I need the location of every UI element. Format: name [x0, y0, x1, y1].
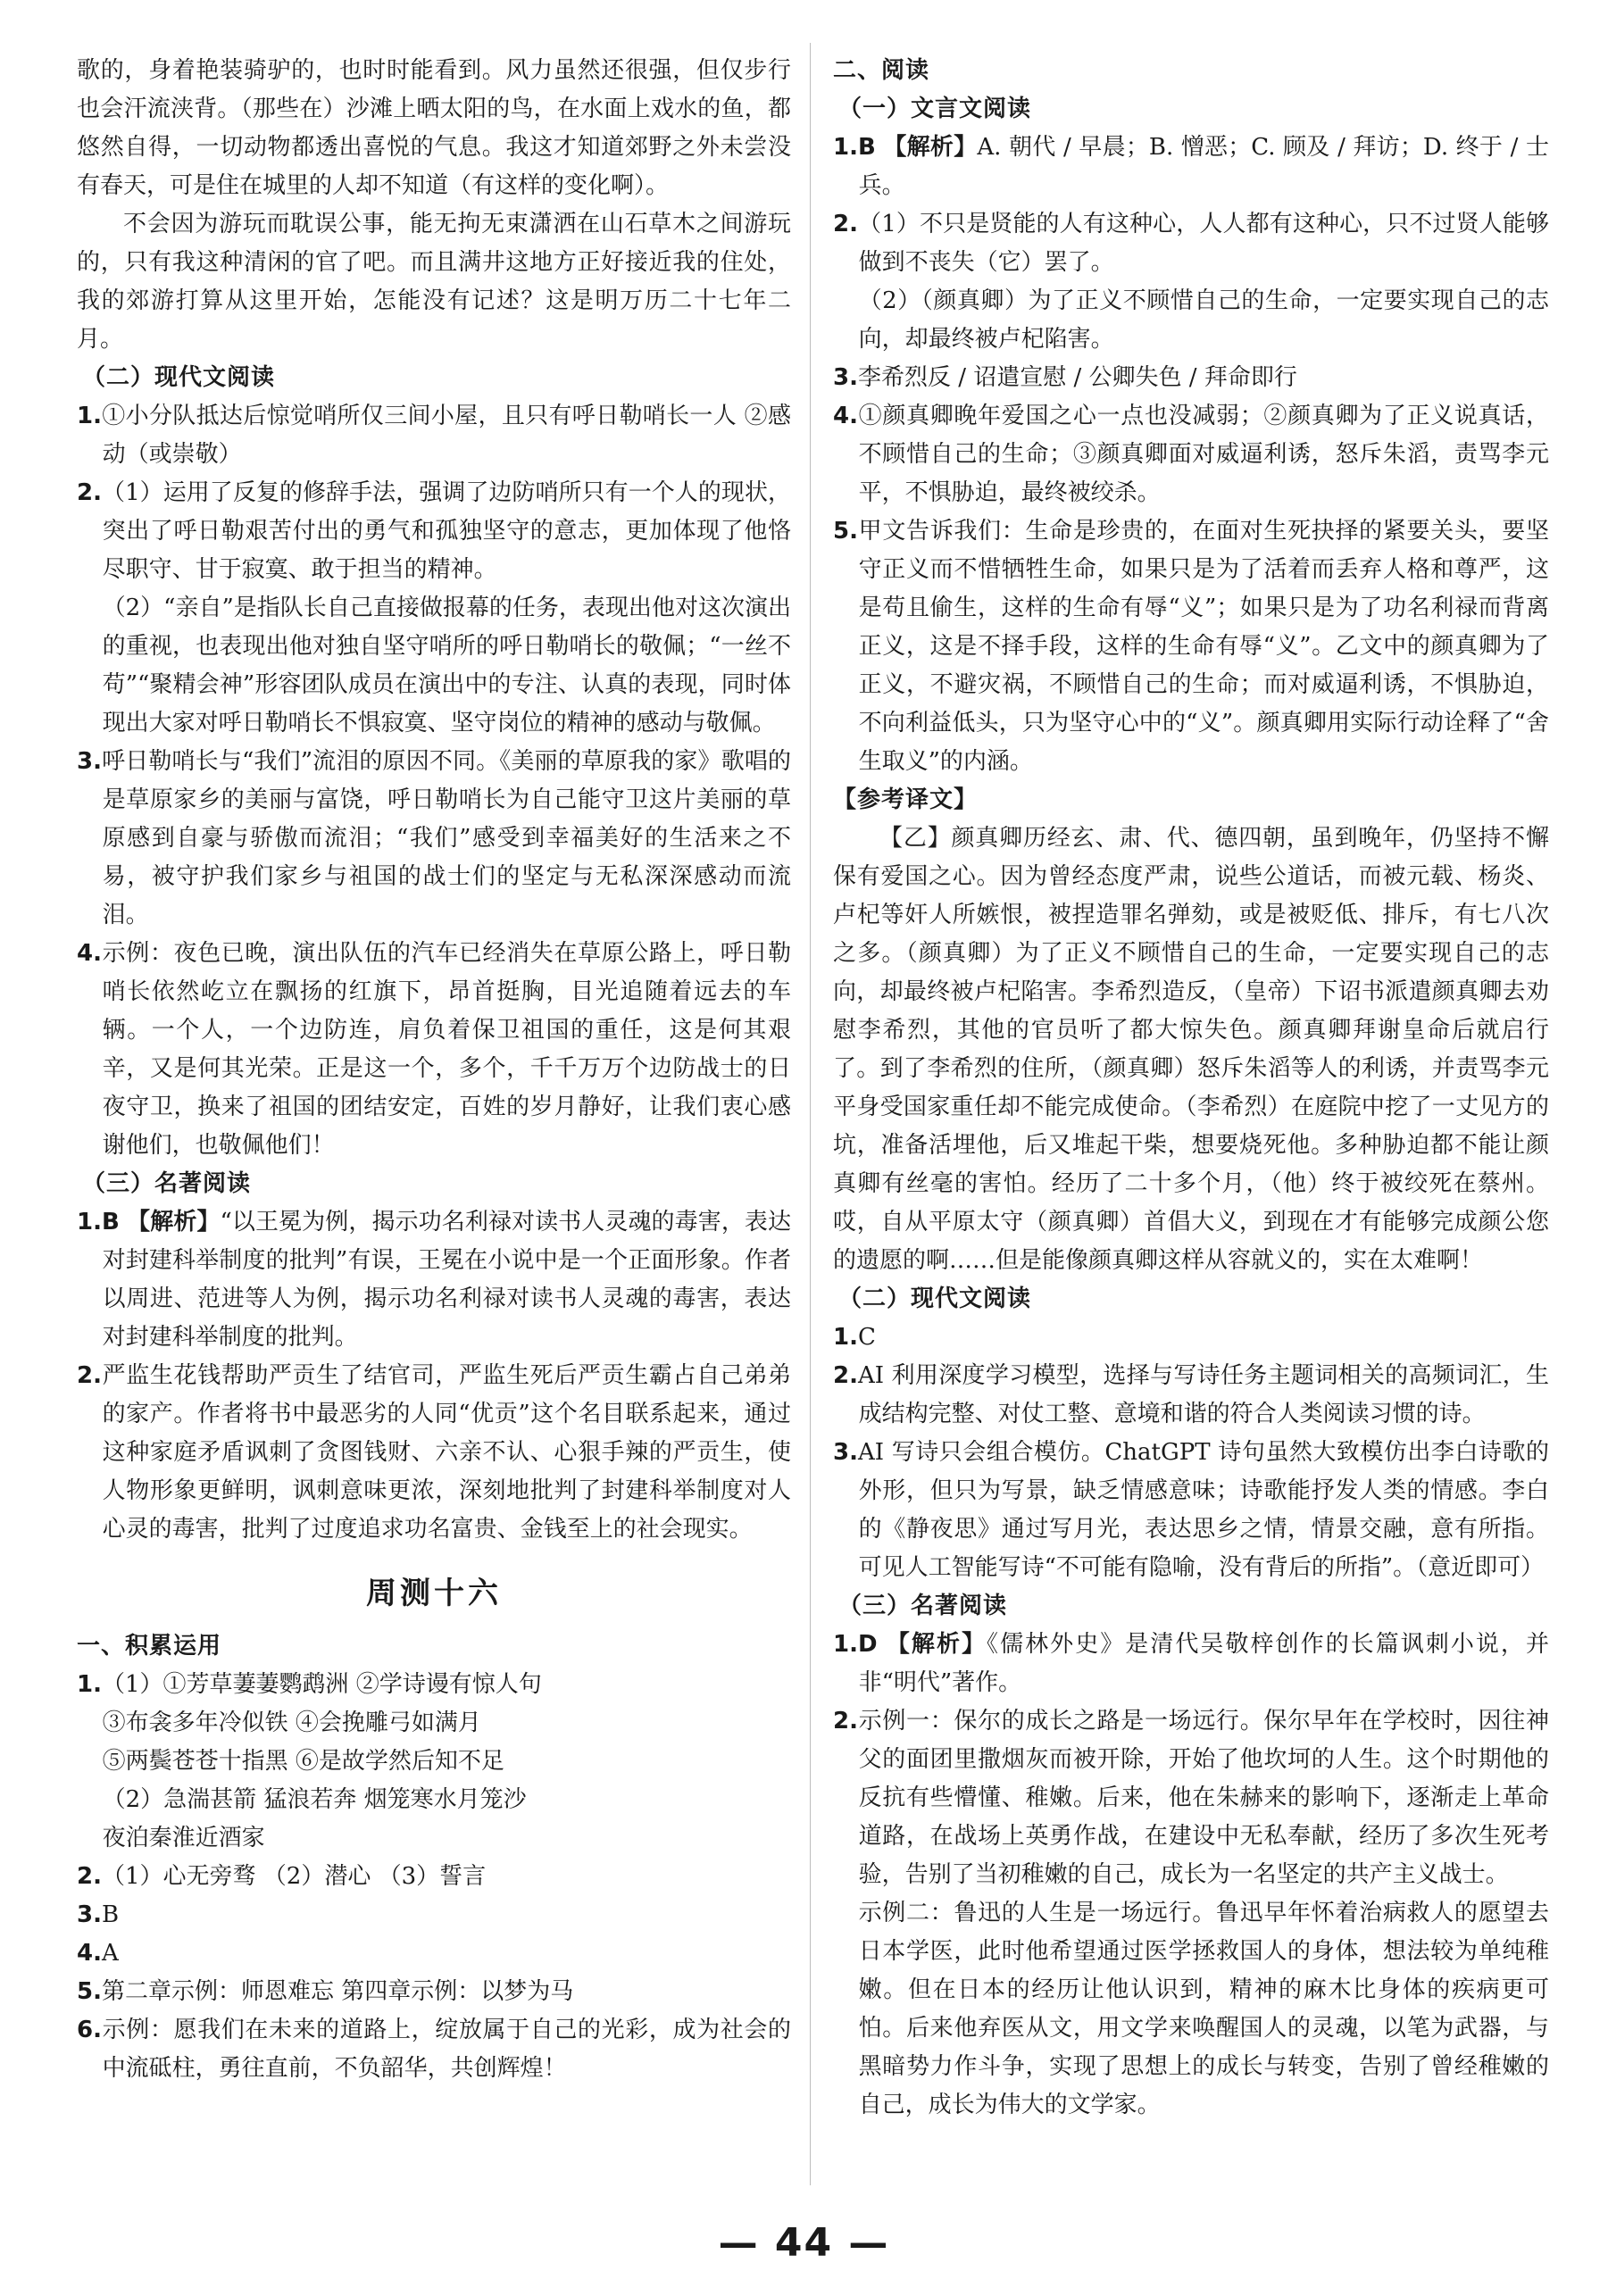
answer-text: 严监生花钱帮助严贡生了结官司，严监生死后严贡生霸占自己弟弟的家产。作者将书中最恶劣的人同“优贡”这个名目联系起来，通过这种家庭矛盾讽刺了贪图钱财、六亲不认、心狠手辣的严贡生，使人物形象更鲜明，讽刺意味更浓，深刻地批判了封建科举制度对人心灵的毒害，批判了过度追求功名富贵、金钱至上的社会现实。 [101, 1362, 791, 1543]
answer-item [833, 359, 1549, 397]
translation-continued: 歌的，身着艳装骑驴的，也时时能看到。风力虽然还很强，但仅步行也会汗流浃背。（那些在）沙滩上晒太阳的鸟，在水面上戏水的鱼，都悠然自得，一切动物都透出喜悦的气息。我这才知道郊野之外未尝没有春天，可是住在城里的人却不知道（有这样的变化啊）。 [77, 57, 791, 199]
answer-item [833, 1626, 1549, 1702]
analysis-tag: 【解析】 [127, 1209, 221, 1235]
answer-line: A [101, 1940, 119, 1967]
item-number: 5. [833, 518, 858, 545]
answer-line: 示例：愿我们在未来的道路上，绽放属于自己的光彩，成为社会的中流砥柱，勇往直前，不负韶华，共创辉煌！ [101, 2017, 791, 2082]
item-number: 4. [833, 403, 858, 429]
answer-item [833, 1434, 1549, 1587]
answer-text: A. 朝代 / 早晨；B. 憎恶；C. 顾及 / 拜访；D. 终于 / 士兵。 [858, 134, 1549, 199]
item-number: 3. [833, 1439, 858, 1466]
item-number: 2. [833, 1362, 858, 1389]
answer-line: （2）急湍甚箭 猛浪若奔 烟笼寒水月笼沙 [102, 1786, 527, 1813]
analysis-tag: 【解析】 [886, 1631, 987, 1658]
answer-text: （1）不只是贤能的人有这种心，人人都有这种心，只不过贤人能够做到不丧失（它）罢了。 [857, 211, 1549, 276]
answer-text: （1）运用了反复的修辞手法，强调了边防哨所只有一个人的现状，突出了呼日勒艰苦付出的勇气和孤独坚守的意志，更加体现了他恪尽职守、甘于寂寞、敢于担当的精神。 [101, 479, 791, 583]
reference-translation-heading: 【参考译文】 [833, 786, 979, 813]
section-modern-reading: （二）现代文阅读 [838, 1285, 1032, 1312]
item-number: 1. [77, 1671, 102, 1698]
translation-paragraph: 不会因为游玩而耽误公事，能无拘无束潇洒在山石草木之间游玩的，只有我这种清闲的官了吧。而且满井这地方正好接近我的住处，我的郊游打算从这里开始，怎能没有记述？这是明万历二十七年二月。 [77, 211, 791, 353]
section-classic-reading: （三）名著阅读 [82, 1170, 252, 1197]
answer-text: “以王冕为例，揭示功名利禄对读书人灵魂的毒害，表达对封建科举制度的批判”有误，王冕在小说中是一个正面形象。作者以周进、范进等人为例，揭示功名利禄对读书人灵魂的毒害，表达对封建科举制度的批判。 [102, 1209, 791, 1351]
item-number: 2. [77, 479, 102, 506]
section-modern-reading: （二）现代文阅读 [82, 364, 276, 391]
answer-item [833, 1319, 1549, 1357]
answer-item [833, 205, 1549, 282]
analysis-tag: 【解析】 [883, 134, 978, 161]
answer-item [833, 129, 1549, 205]
answer-line: 夜泊秦淮近酒家 [102, 1825, 265, 1851]
answer-line: ⑤两鬓苍苍十指黑 ⑥是故学然后知不足 [102, 1748, 504, 1775]
section-accumulation: 一、积累运用 [77, 1633, 222, 1660]
answer-line: ③布衾多年冷似铁 ④会挽雕弓如满月 [102, 1710, 481, 1736]
answer-item [77, 474, 791, 589]
answer-item [77, 1858, 791, 1896]
item-number: 3. [833, 364, 858, 391]
answer-item [833, 1357, 1549, 1434]
answer-choice: D [857, 1631, 878, 1658]
answer-item [77, 1973, 791, 2011]
answer-choice: B [857, 134, 876, 161]
answer-text: （2）“亲自”是指队长自己直接做报幕的任务，表现出他对这次演出的重视，也表现出他对独自坚守哨所的呼日勒哨长的敬佩；“一丝不苟”“聚精会神”形容团队成员在演出中的专注、认真的表现，同时体现出大家对呼日勒哨长不惧寂寞、坚守岗位的精神的感动与敬佩。 [102, 595, 791, 736]
answer-item [833, 1702, 1549, 1894]
item-number: 5. [77, 1978, 102, 2005]
item-number: 1. [833, 1324, 858, 1351]
item-number: 6. [77, 2017, 102, 2043]
answer-item [77, 1896, 791, 1934]
item-number: 3. [77, 748, 102, 775]
answer-item [833, 512, 1549, 781]
answer-line: B [101, 1901, 120, 1928]
answer-item [77, 2011, 791, 2088]
answer-text: 《儒林外史》是清代吴敬梓创作的长篇讽刺小说，并非“明代”著作。 [858, 1631, 1549, 1696]
answer-text: C [857, 1324, 876, 1351]
item-number: 2. [833, 211, 858, 237]
answer-item [833, 1894, 1549, 2125]
item-number: 2. [833, 1708, 858, 1734]
answer-item [77, 1357, 791, 1549]
answer-item [77, 1934, 791, 1973]
answer-text: AI 写诗只会组合模仿。ChatGPT 诗句虽然大致模仿出李白诗歌的外形，但只为写景，缺乏情感意味；诗歌能抒发人类的情感。李白的《静夜思》通过写月光，表达思乡之情，情景交融，意有所指。可见人工智能写诗“不可能有隐喻，没有背后的所指”。（意近即可） [857, 1439, 1549, 1581]
week-test-title: 周测十六 [366, 1576, 502, 1611]
answer-item [77, 589, 791, 743]
answer-item [77, 1666, 791, 1704]
section-classical-chinese: （一）文言文阅读 [838, 96, 1032, 122]
answer-text: AI 利用深度学习模型，选择与写诗任务主题词相关的高频词汇，生成结构完整、对仗工整、意境和谐的符合人类阅读习惯的诗。 [857, 1362, 1549, 1427]
answer-text: ①小分队抵达后惊觉哨所仅三间小屋，且只有呼日勒哨长一人 ②感动（或崇敬） [101, 403, 791, 468]
answer-text: 示例：夜色已晚，演出队伍的汽车已经消失在草原公路上，呼日勒哨长依然屹立在飘扬的红旗下，昂首挺胸，目光追随着远去的车辆。一个人，一个边防连，肩负着保卫祖国的重任，这是何其艰辛，又是何其光荣。正是这一个，多个，千千万万个边防战士的日夜守卫，换来了祖国的团结安定，百姓的岁月静好，让我们衷心感谢他们，也敬佩他们！ [101, 940, 791, 1159]
answer-item [833, 397, 1549, 512]
answer-text: ①颜真卿晚年爱国之心一点也没减弱；②颜真卿为了正义说真话，不顾惜自己的生命；③颜真卿面对威逼利诱，怒斥朱滔，责骂李元平，不惧胁迫，最终被绞杀。 [857, 403, 1549, 506]
reference-translation: 【乙】颜真卿历经玄、肃、代、德四朝，虽到晚年，仍坚持不懈保有爱国之心。因为曾经态度严肃，说些公道话，而被元载、杨炎、卢杞等奸人所嫉恨，被捏造罪名弹劾，或是被贬低、排斥，有七八次之多。（颜真卿）为了正义不顾惜自己的生命，一定要实现自己的志向，却最终被卢杞陷害。李希烈造反，（皇帝）下诏书派遣颜真卿去劝慰李希烈，其他的官员听了都大惊失色。颜真卿拜谢皇命后就启行了。到了李希烈的住所，（颜真卿）怒斥朱滔等人的利诱，并责骂李元平身受国家重任却不能完成使命。（李希烈）在庭院中挖了一丈见方的坑，准备活埋他，后又堆起干柴，想要烧死他。多种胁迫都不能让颜真卿有丝毫的害怕。经历了二十多个月，（他）终于被绞死在蔡州。哎，自从平原太守（颜真卿）首倡大义，到现在才有能够完成颜公您的遗愿的啊……但是能像颜真卿这样从容就义的，实在太难啊！ [833, 825, 1549, 1274]
answer-line: （1）心无旁骛 （2）潜心 （3）誓言 [101, 1863, 487, 1890]
item-number: 3. [77, 1901, 102, 1928]
right-column [833, 52, 1549, 2125]
answer-text: 李希烈反 / 诏遣宣慰 / 公卿失色 / 拜命即行 [857, 364, 1297, 391]
item-number: 2. [77, 1863, 102, 1890]
answer-item [77, 935, 791, 1165]
answer-text: （2）（颜真卿）为了正义不顾惜自己的生命，一定要实现自己的志向，却最终被卢杞陷害。 [858, 287, 1549, 353]
answer-text: 甲文告诉我们：生命是珍贵的，在面对生死抉择的紧要关头，要坚守正义而不惜牺牲生命，如果只是为了活着而丢弃人格和尊严，这是苟且偷生，这样的生命有辱“义”；如果只是为了功名利禄而背离正义，这是不择手段，这样的生命有辱“义”。乙文中的颜真卿为了正义，不避灾祸，不顾惜自己的生命；而对威逼利诱，不惧胁迫，不向利益低头，只为坚守心中的“义”。颜真卿用实际行动诠释了“舍生取义”的内涵。 [857, 518, 1549, 775]
answer-choice: B [101, 1209, 120, 1235]
answer-text: 示例二：鲁迅的人生是一场远行。鲁迅早年怀着治病救人的愿望去日本学医，此时他希望通过医学拯救国人的身体，想法较为单纯稚嫩。但在日本的经历让他认识到，精神的麻木比身体的疾病更可怕。后来他弃医从文，用文学来唤醒国人的灵魂，以笔为武器，与黑暗势力作斗争，实现了思想上的成长与转变，告别了曾经稚嫩的自己，成长为伟大的文学家。 [858, 1900, 1549, 2118]
left-column [77, 52, 791, 2088]
item-number: 4. [77, 1940, 102, 1967]
item-number: 1. [833, 134, 858, 161]
item-number: 4. [77, 940, 102, 967]
item-number: 1. [77, 1209, 102, 1235]
answer-item [77, 1203, 791, 1357]
answer-line: （1）①芳草萋萋鹦鹉洲 ②学诗谩有惊人句 [101, 1671, 542, 1698]
section-classic-reading: （三）名著阅读 [838, 1593, 1008, 1619]
answer-text: 示例一：保尔的成长之路是一场远行。保尔早年在学校时，因往神父的面团里撒烟灰而被开除，开始了他坎坷的人生。这个时期他的反抗有些懵懂、稚嫩。后来，他在朱赫来的影响下，逐渐走上革命道路，在战场上英勇作战，在建设中无私奉献，经历了多次生死考验，告别了当初稚嫩的自己，成长为一名坚定的共产主义战士。 [857, 1708, 1549, 1888]
item-number: 2. [77, 1362, 102, 1389]
answer-text: 呼日勒哨长与“我们”流泪的原因不同。《美丽的草原我的家》歌唱的是草原家乡的美丽与富饶，呼日勒哨长为自己能守卫这片美丽的草原感到自豪与骄傲而流泪；“我们”感受到幸福美好的生活来之不易，被守护我们家乡与祖国的战士们的坚定与无私深深感动而流泪。 [101, 748, 791, 928]
answer-item [77, 743, 791, 935]
item-number: 1. [833, 1631, 858, 1658]
item-number: 1. [77, 403, 102, 429]
section-reading: 二、阅读 [833, 57, 930, 84]
answer-item [833, 282, 1549, 359]
page-number: — 44 — [718, 2220, 890, 2266]
answer-line: 第二章示例：师恩难忘 第四章示例：以梦为马 [101, 1978, 574, 2005]
answer-item [77, 397, 791, 474]
